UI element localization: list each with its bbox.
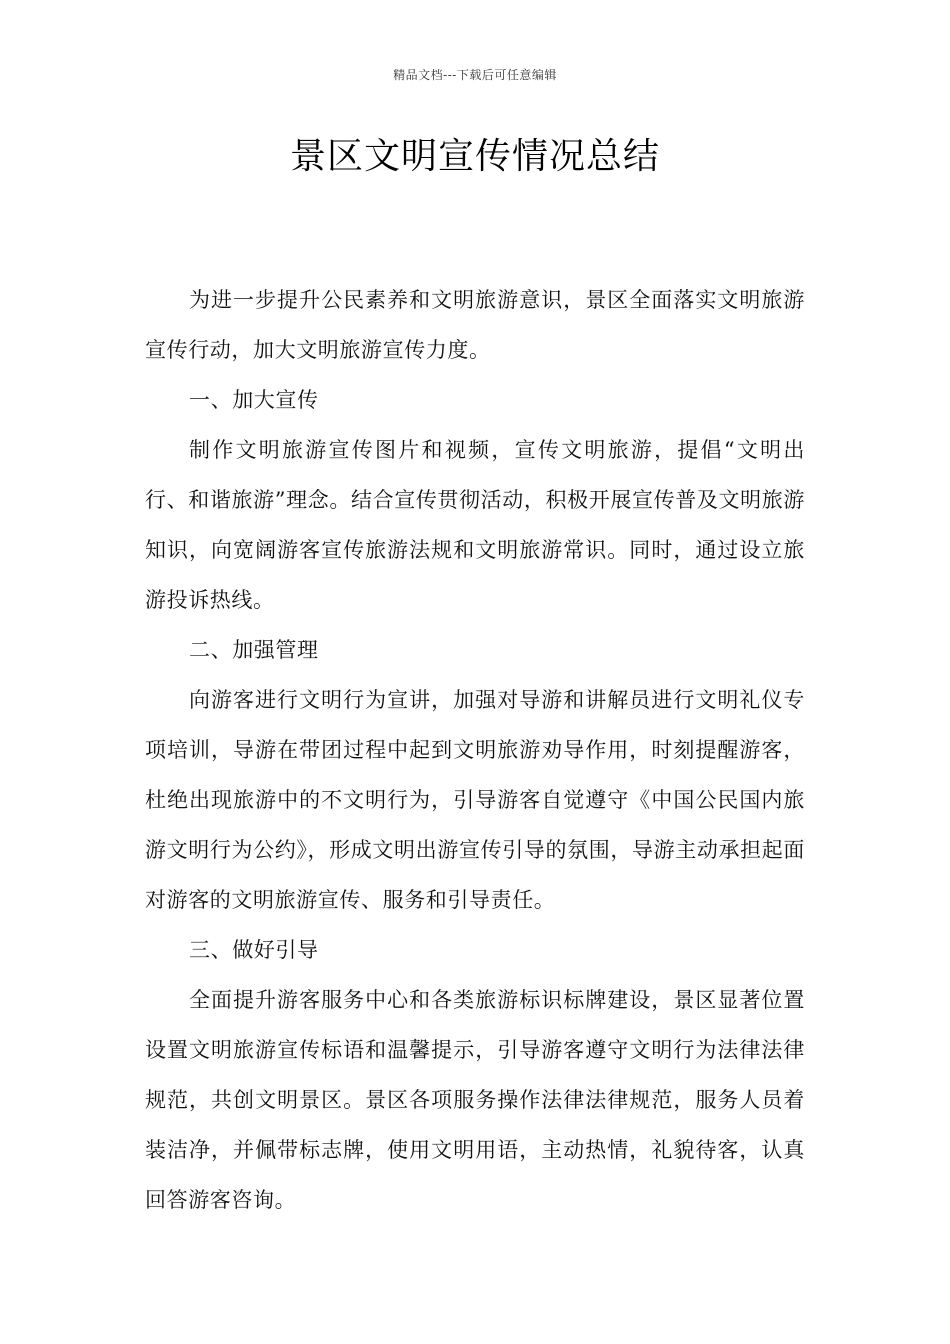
intro-paragraph: 为进一步提升公民素养和文明旅游意识，景区全面落实文明旅游宣传行动，加大文明旅游宣传力度。 [145, 288, 805, 362]
page-title: 景区文明宣传情况总结 [289, 136, 660, 177]
section-heading-2: 二、加强管理 [189, 638, 319, 662]
section-paragraph-2: 向游客进行文明行为宣讲，加强对导游和讲解员进行文明礼仪专项培训，导游在带团过程中起到文明旅游劝导作用，时刻提醒游客，杜绝出现旅游中的不文明行为，引导游客自觉遵守《中国公民国内旅游文明行为公约》，形成文明出游宣传引导的氛围，导游主动承担起面对游客的文明旅游宣传、服务和引导责任。 [145, 688, 805, 912]
section-heading-3: 三、做好引导 [189, 938, 319, 962]
header-note: 精品文档---下载后可任意编辑 [393, 68, 557, 82]
section-paragraph-3: 全面提升游客服务中心和各类旅游标识标牌建设，景区显著位置设置文明旅游宣传标语和温馨提示，引导游客遵守文明行为法律法律规范，共创文明景区。景区各项服务操作法律法律规范，服务人员着装洁净，并佩带标志牌，使用文明用语，主动热情，礼貌待客，认真回答游客咨询。 [145, 988, 805, 1212]
document-body [145, 275, 805, 1225]
section-heading-1: 一、加大宣传 [189, 388, 319, 412]
section-paragraph-1: 制作文明旅游宣传图片和视频，宣传文明旅游，提倡“文明出行、和谐旅游”理念。结合宣传贯彻活动，积极开展宣传普及文明旅游知识，向宽阔游客宣传旅游法规和文明旅游常识。同时，通过设立旅游投诉热线。 [145, 438, 805, 612]
